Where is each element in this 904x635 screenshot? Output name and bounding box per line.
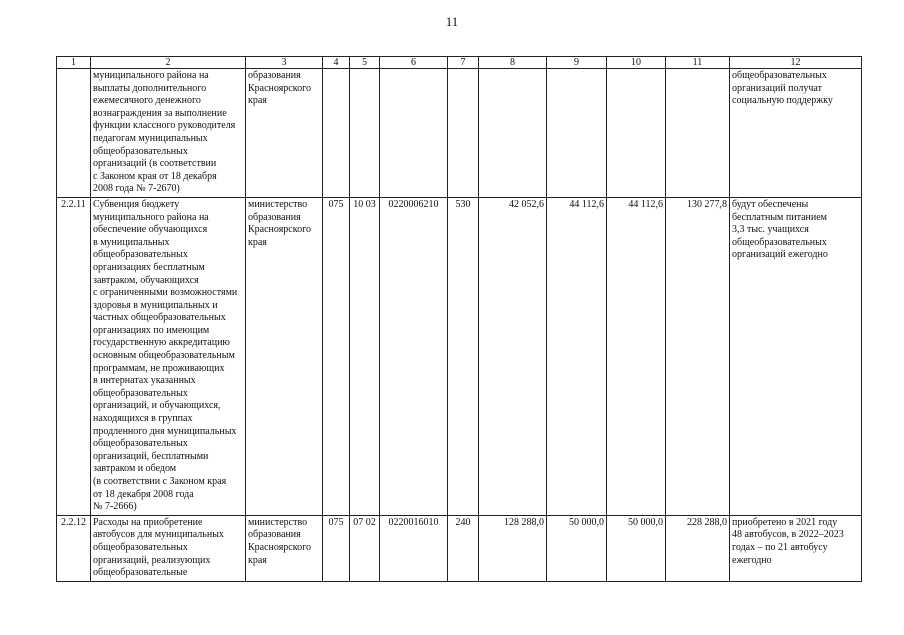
vr-code: 240	[448, 515, 479, 581]
amount-total	[666, 69, 730, 198]
amount-2021: 128 288,0	[479, 515, 547, 581]
csr-code	[380, 69, 448, 198]
amount-2021: 42 052,6	[479, 197, 547, 515]
rzpr-code	[350, 69, 380, 198]
page-number: 11	[445, 14, 459, 29]
table-header-row	[57, 57, 862, 69]
header-cell: 4	[323, 57, 350, 69]
measure-name: Субвенция бюджету муниципального района на обеспечение обучающихся в муниципальных общеобразовательных организациях бесплатным завтраком, обучающихся с ограниченными возможностями здоровья в муниципальных и частных общеобразовательных организациях по имеющим государственную аккредитацию основным общеобразовательным программам, не проживающих в интернатах указанных общеобразовательных организаций, и обучающихся, находящихся в группах продленного дня муниципальных общеобразовательных организаций, бесплатными завтраком и обедом (в соответствии с Законом края от 18 декабря 2008 года № 7-2666)	[91, 197, 246, 515]
amount-2022: 44 112,6	[547, 197, 607, 515]
amount-2021	[479, 69, 547, 198]
header-cell: 8	[479, 57, 547, 69]
table-row	[57, 69, 862, 198]
header-cell: 11	[666, 57, 730, 69]
amount-2023: 50 000,0	[607, 515, 666, 581]
table-row	[57, 515, 862, 581]
measure-executor: министерство образования Красноярского края	[246, 515, 323, 581]
header-cell: 2	[91, 57, 246, 69]
header-cell: 1	[57, 57, 91, 69]
header-cell: 6	[380, 57, 448, 69]
measure-number	[57, 69, 91, 198]
vr-code	[448, 69, 479, 198]
vr-code: 530	[448, 197, 479, 515]
program-measures-table	[56, 56, 862, 582]
measure-name: муниципального района на выплаты дополнительного ежемесячного денежного вознаграждения за выполнение функции классного руководителя педагогам муниципальных общеобразовательных организаций (в соответствии с Законом края от 18 декабря 2008 года № 7-2670)	[91, 69, 246, 198]
rzpr-code: 07 02	[350, 515, 380, 581]
header-cell: 7	[448, 57, 479, 69]
csr-code: 0220016010	[380, 515, 448, 581]
grbs-code: 075	[323, 515, 350, 581]
csr-code: 0220006210	[380, 197, 448, 515]
amount-2023	[607, 69, 666, 198]
measure-number: 2.2.12	[57, 515, 91, 581]
amount-2022	[547, 69, 607, 198]
grbs-code	[323, 69, 350, 198]
header-cell: 12	[730, 57, 862, 69]
measure-executor: министерство образования Красноярского края	[246, 197, 323, 515]
header-cell: 3	[246, 57, 323, 69]
grbs-code: 075	[323, 197, 350, 515]
expected-result: приобретено в 2021 году 48 автобусов, в 2022–2023 годах – по 21 автобусу ежегодно	[730, 515, 862, 581]
amount-2023: 44 112,6	[607, 197, 666, 515]
measure-name: Расходы на приобретение автобусов для муниципальных общеобразовательных организаций, реализующих общеобразовательные	[91, 515, 246, 581]
rzpr-code: 10 03	[350, 197, 380, 515]
table-row	[57, 197, 862, 515]
amount-total: 130 277,8	[666, 197, 730, 515]
amount-total: 228 288,0	[666, 515, 730, 581]
header-cell: 9	[547, 57, 607, 69]
expected-result: будут обеспечены бесплатным питанием 3,3 тыс. учащихся общеобразовательных организаций ежегодно	[730, 197, 862, 515]
measure-executor: образования Красноярского края	[246, 69, 323, 198]
header-cell: 5	[350, 57, 380, 69]
measure-number: 2.2.11	[57, 197, 91, 515]
header-cell: 10	[607, 57, 666, 69]
amount-2022: 50 000,0	[547, 515, 607, 581]
expected-result: общеобразовательных организаций получат социальную поддержку	[730, 69, 862, 198]
